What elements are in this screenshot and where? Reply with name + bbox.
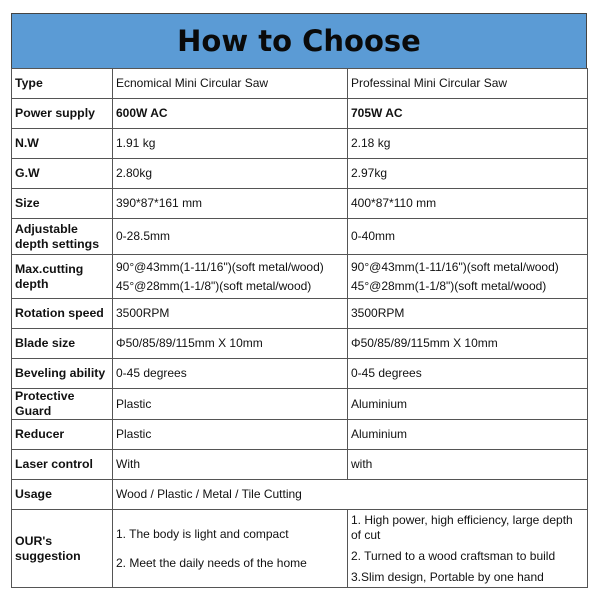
- row-label-power-supply: Power supply: [12, 99, 113, 129]
- row-label-usage: Usage: [12, 480, 113, 510]
- comparison-sheet: [11, 13, 587, 588]
- economical-depth-90: 90°@43mm(1-11/16")(soft metal/wood): [116, 259, 324, 274]
- economical-depth-settings: 0-28.5mm: [113, 219, 348, 255]
- professional-protective-guard: Aluminium: [348, 389, 588, 420]
- economical-reducer: Plastic: [113, 420, 348, 450]
- economical-rotation-speed: 3500RPM: [113, 299, 348, 329]
- professional-suggestion-3: 3.Slim design, Portable by one hand: [351, 569, 544, 584]
- table-row: [12, 69, 588, 99]
- economical-suggestion-2: 2. Meet the daily needs of the home: [116, 555, 307, 570]
- professional-beveling: 0-45 degrees: [348, 359, 588, 389]
- table-row: [12, 299, 588, 329]
- economical-depth-45: 45°@28mm(1-1/8")(soft metal/wood): [116, 278, 312, 293]
- professional-laser-control: with: [348, 450, 588, 480]
- professional-suggestion-2: 2. Turned to a wood craftsman to build: [351, 548, 556, 563]
- professional-rotation-speed: 3500RPM: [348, 299, 588, 329]
- professional-depth-settings: 0-40mm: [348, 219, 588, 255]
- table-row: [12, 99, 588, 129]
- row-label-rotation-speed: Rotation speed: [12, 299, 113, 329]
- professional-suggestion-1: 1. High power, high efficiency, large depth of cut: [351, 512, 573, 542]
- table-row: [12, 159, 588, 189]
- professional-suggestion: [348, 510, 588, 588]
- table-row: [12, 450, 588, 480]
- row-label-gw: G.W: [12, 159, 113, 189]
- row-label-size: Size: [12, 189, 113, 219]
- table-row: [12, 255, 588, 299]
- table-row: [12, 219, 588, 255]
- table-row: [12, 480, 588, 510]
- professional-type: Professinal Mini Circular Saw: [348, 69, 588, 99]
- economical-suggestion-1: 1. The body is light and compact: [116, 526, 289, 541]
- professional-nw: 2.18 kg: [348, 129, 588, 159]
- economical-laser-control: With: [113, 450, 348, 480]
- row-label-reducer: Reducer: [12, 420, 113, 450]
- economical-protective-guard: Plastic: [113, 389, 348, 420]
- table-row: [12, 329, 588, 359]
- row-label-beveling: Beveling ability: [12, 359, 113, 389]
- page-title: How to Choose: [11, 13, 587, 68]
- table-row: [12, 359, 588, 389]
- professional-blade-size: Φ50/85/89/115mm X 10mm: [348, 329, 588, 359]
- economical-blade-size: Φ50/85/89/115mm X 10mm: [113, 329, 348, 359]
- economical-nw: 1.91 kg: [113, 129, 348, 159]
- comparison-table: [11, 68, 588, 588]
- row-label-max-cutting-depth: Max.cutting depth: [12, 255, 113, 299]
- table-row: [12, 510, 588, 588]
- professional-size: 400*87*110 mm: [348, 189, 588, 219]
- economical-suggestion: [113, 510, 348, 588]
- professional-power: 705W AC: [348, 99, 588, 129]
- table-row: [12, 129, 588, 159]
- row-label-depth-settings: Adjustable depth settings: [12, 219, 113, 255]
- row-label-blade-size: Blade size: [12, 329, 113, 359]
- economical-gw: 2.80kg: [113, 159, 348, 189]
- economical-power: 600W AC: [113, 99, 348, 129]
- professional-depth-90: 90°@43mm(1-11/16")(soft metal/wood): [351, 259, 559, 274]
- usage-value: Wood / Plastic / Metal / Tile Cutting: [113, 480, 588, 510]
- professional-depth-45: 45°@28mm(1-1/8")(soft metal/wood): [351, 278, 547, 293]
- row-label-laser-control: Laser control: [12, 450, 113, 480]
- table-row: [12, 389, 588, 420]
- row-label-protective-guard: Protective Guard: [12, 389, 113, 420]
- economical-type: Ecnomical Mini Circular Saw: [113, 69, 348, 99]
- economical-max-cutting-depth: [113, 255, 348, 299]
- table-row: [12, 189, 588, 219]
- row-label-suggestion: OUR's suggestion: [12, 510, 113, 588]
- professional-max-cutting-depth: [348, 255, 588, 299]
- professional-reducer: Aluminium: [348, 420, 588, 450]
- row-label-type: Type: [12, 69, 113, 99]
- economical-size: 390*87*161 mm: [113, 189, 348, 219]
- economical-beveling: 0-45 degrees: [113, 359, 348, 389]
- professional-gw: 2.97kg: [348, 159, 588, 189]
- row-label-nw: N.W: [12, 129, 113, 159]
- table-row: [12, 420, 588, 450]
